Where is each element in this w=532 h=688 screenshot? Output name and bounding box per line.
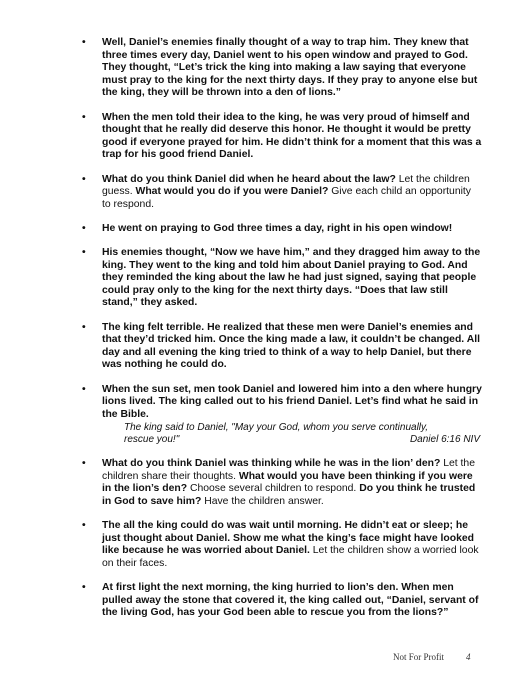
- list-item: [82, 174, 482, 212]
- list-item: [82, 520, 482, 570]
- paragraph-text: At first light the next morning, the king hurried to lion’s den. When men pulled away the stone that covered it, the king called out, “Daniel, servant of the living God, has your God been able to rescue you from the lions?”: [102, 581, 479, 619]
- paragraph-text: When the men told their idea to the king, he was very proud of himself and thought that he really did deserve this honor. He thought it would be pretty good if everyone prayed for him. He didn’t think for a moment that this was a trap for his good friend Daniel.: [102, 111, 482, 161]
- instruction-text: Let the children show a worried look on their faces.: [102, 545, 479, 569]
- list-item: [82, 247, 482, 310]
- bullet-icon: •: [82, 173, 86, 185]
- paragraph-text: His enemies thought, “Now we have him,” and they dragged him away to the king. They went to the king and told him about Daniel praying to God. And they reminded the king about the law he had just signed, saying that people could pray only to the king for the next thirty days. “Does that law still stand,” they asked.: [102, 247, 481, 309]
- quote-line-1: The king said to Daniel, "May your God, whom you serve continually,: [124, 422, 429, 434]
- list-item: [82, 458, 482, 508]
- bullet-icon: •: [82, 111, 86, 123]
- quote-line-2-row: [124, 434, 502, 446]
- instruction-text: Choose several children to respond.: [187, 483, 360, 495]
- list-item: [82, 322, 482, 372]
- page-footer: [393, 652, 471, 662]
- paragraph-text: When the sun set, men took Daniel and lowered him into a den where hungry lions lived. The king called out to his friend Daniel. Let’s find what he said in the Bible.: [102, 383, 482, 420]
- scripture-quote: [102, 422, 482, 446]
- bullet-icon: •: [82, 519, 86, 531]
- instruction-text: Give each child an opportunity to respond.: [102, 186, 471, 210]
- bullet-icon: •: [82, 247, 86, 259]
- paragraph-text: The king felt terrible. He realized that these men were Daniel’s enemies and that they’d tricked him. Once the king made a law, it couldn’t be changed. All day and all evening the king tried to think of a way to help Daniel, but there was nothing he could do.: [102, 321, 480, 371]
- list-item: [82, 112, 482, 162]
- list-item: [82, 37, 482, 100]
- question-text: Do you think he trusted in God to save him?: [102, 483, 476, 507]
- instruction-text: Have the children answer.: [201, 495, 324, 507]
- bullet-icon: •: [82, 458, 86, 469]
- paragraph-text: The all the king could do was wait until morning. He didn’t eat or sleep; he just thought about Daniel. Show me what the king’s face might have looked like because he was worried about Daniel.: [102, 519, 474, 557]
- bullet-icon: •: [82, 222, 86, 234]
- page-number: 4: [466, 652, 471, 662]
- question-text: What do you think Daniel was thinking while he was in the lion’ den?: [102, 458, 441, 469]
- bullet-icon: •: [82, 581, 86, 593]
- bullet-icon: •: [82, 383, 86, 395]
- list-item: [82, 223, 482, 236]
- scripture-reference: Daniel 6:16 NIV: [409, 434, 480, 446]
- paragraph-text: He went on praying to God three times a day, right in his open window!: [102, 222, 453, 234]
- list-item: [82, 384, 482, 447]
- question-text: What do you think Daniel did when he heard about the law?: [102, 173, 396, 185]
- list-item: [82, 582, 482, 620]
- question-text: What would you have been thinking if you were in the lion’s den?: [102, 470, 473, 495]
- footer-label: Not For Profit: [393, 652, 445, 662]
- paragraph-text: Well, Daniel’s enemies finally thought of a way to trap him. They knew that three times every day, Daniel went to his open window and prayed to God. They thought, “Let’s trick the king into making a law saying that everyone must pray to the king for the next thirty days. If they pray to anyone else but the king, they will be thrown into a den of lions.”: [102, 37, 478, 99]
- bullet-icon: •: [82, 321, 86, 333]
- bullet-icon: •: [82, 37, 86, 48]
- instruction-text: Let the children guess.: [102, 173, 470, 198]
- bullet-list: [82, 37, 482, 631]
- instruction-text: Let the children share their thoughts.: [102, 458, 475, 482]
- quote-line-2: rescue you!": [124, 434, 180, 446]
- question-text: What would you do if you were Daniel?: [135, 186, 329, 198]
